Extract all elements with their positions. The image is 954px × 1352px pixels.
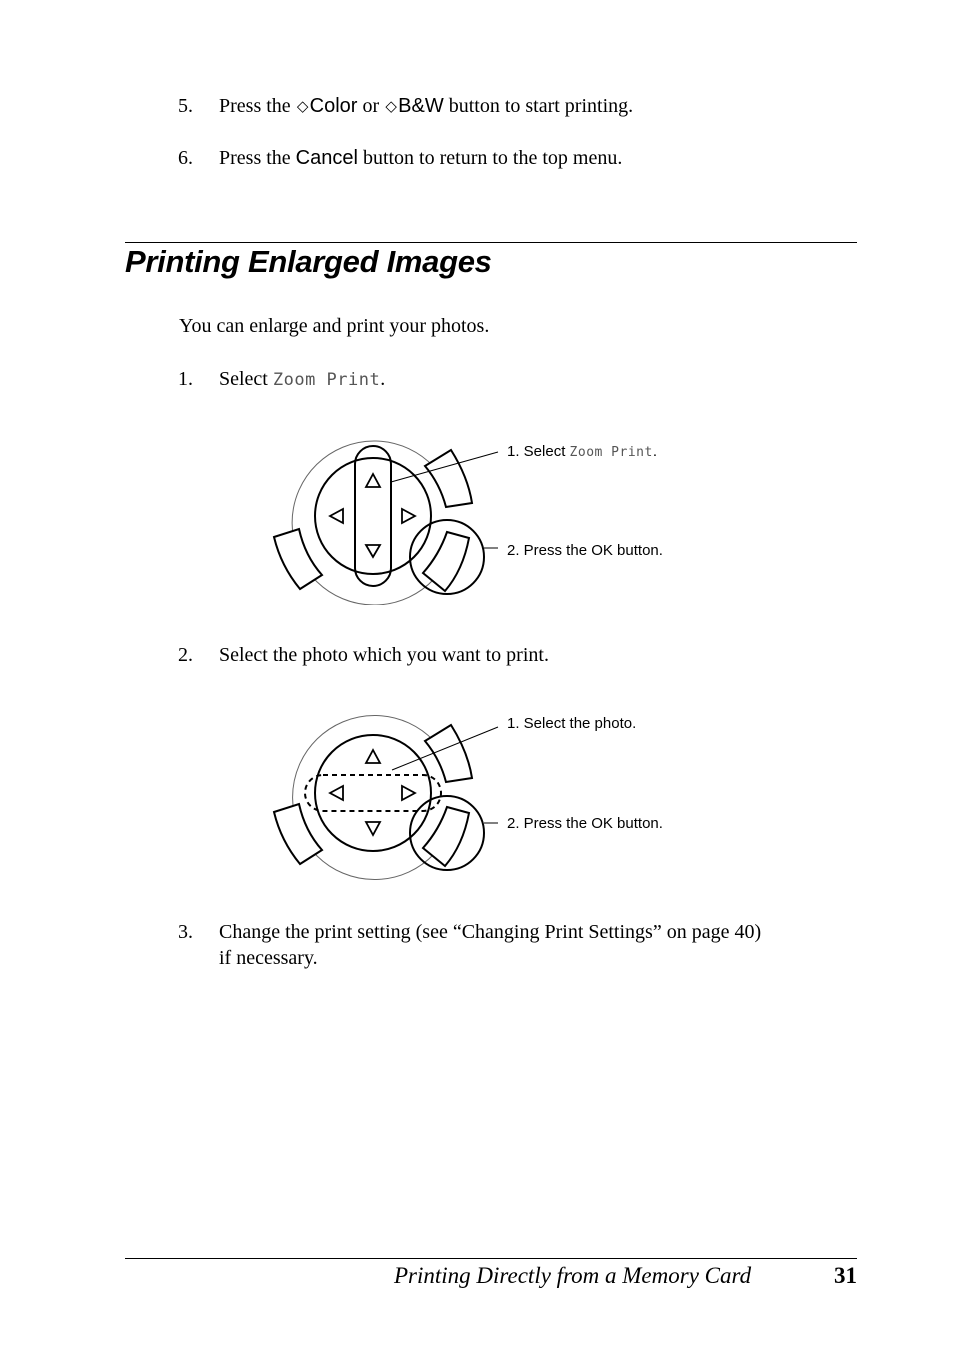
- control-panel-figure-1: [260, 430, 500, 605]
- left-arrow-icon: [330, 509, 343, 523]
- down-arrow-icon: [366, 545, 380, 557]
- section-rule: [125, 242, 857, 243]
- up-arrow-icon: [366, 474, 380, 487]
- step-text-line-2: if necessary.: [219, 947, 318, 969]
- down-arrow-icon: [366, 822, 380, 835]
- start-diamond-icon: ◇: [385, 99, 397, 115]
- callout-select-zoom: 1. Select Zoom Print.: [507, 443, 657, 460]
- right-arrow-icon: [402, 786, 415, 800]
- section-title: Printing Enlarged Images: [125, 244, 492, 279]
- footer-chapter-title: Printing Directly from a Memory Card: [394, 1263, 752, 1288]
- step-number: 6.: [178, 147, 193, 169]
- cancel-button-label: Cancel: [295, 147, 358, 169]
- control-panel-figure-2: [260, 705, 500, 880]
- left-button-shape: [274, 804, 322, 864]
- ok-button-shape: [423, 807, 469, 866]
- vertical-highlight: [355, 446, 391, 586]
- step-text: Press the Cancel button to return to the top menu.: [219, 147, 623, 169]
- step-text: Press the ◇Color or ◇B&W button to start printing.: [219, 93, 633, 120]
- step-number: 1.: [178, 368, 193, 390]
- step-text: Select the photo which you want to print.: [219, 644, 549, 666]
- callout-select-photo: 1. Select the photo.: [507, 715, 637, 732]
- footer-rule: [125, 1258, 857, 1259]
- color-button-label: Color: [309, 95, 358, 117]
- right-arrow-icon: [402, 509, 415, 523]
- horizontal-highlight: [305, 775, 441, 811]
- callout-press-ok: 2. Press the OK button.: [507, 542, 663, 559]
- start-diamond-icon: ◇: [296, 99, 309, 115]
- ok-button-shape: [423, 532, 469, 591]
- up-arrow-icon: [366, 750, 380, 763]
- top-right-button: [425, 450, 472, 507]
- left-button-shape: [274, 529, 322, 589]
- step-text: Select Zoom Print.: [219, 368, 386, 390]
- page-number: 31: [834, 1263, 857, 1288]
- section-intro: You can enlarge and print your photos.: [179, 315, 490, 337]
- step-number: 5.: [178, 95, 193, 117]
- step-text-line-1: Change the print setting (see “Changing Print Settings” on page 40): [219, 921, 762, 943]
- bw-button-label: B&W: [398, 95, 444, 117]
- menu-item-code: Zoom Print: [272, 370, 381, 390]
- step-number: 2.: [178, 644, 193, 666]
- left-arrow-icon: [330, 786, 343, 800]
- callout-press-ok: 2. Press the OK button.: [507, 815, 663, 832]
- step-number: 3.: [178, 921, 193, 943]
